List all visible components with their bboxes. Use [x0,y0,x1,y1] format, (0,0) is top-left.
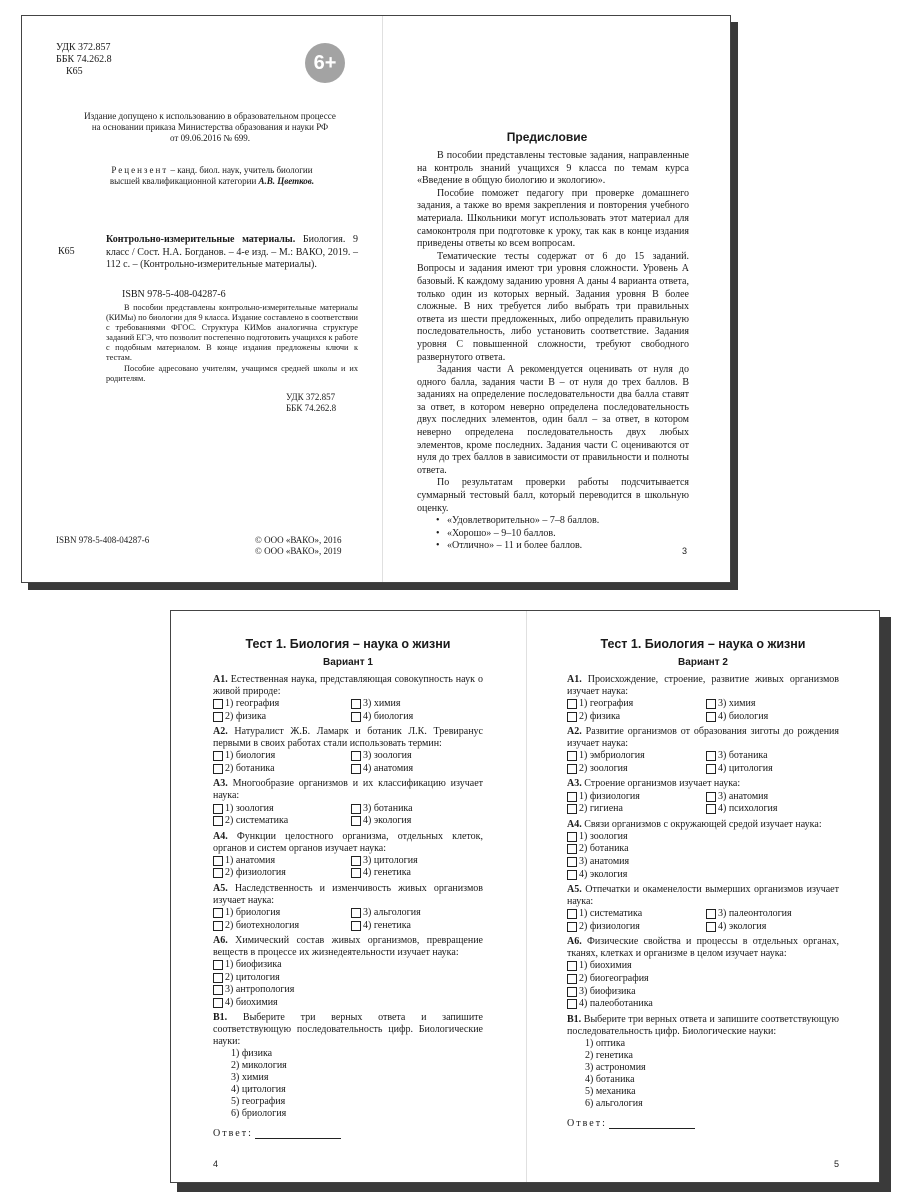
question-text: Выберите три верных ответа и запишите соответствующую последовательность цифр. Биологические науки: [213,1012,483,1048]
checkbox-icon[interactable] [213,868,223,878]
b1-item: 6) альгология [585,1097,643,1109]
option-label: 2) цитология [225,971,280,983]
b1-items [567,1038,839,1110]
copyright [255,535,342,557]
question-a6 [567,936,839,960]
answer-option[interactable] [567,843,839,856]
answer-option[interactable] [706,803,839,816]
question-a4 [567,819,839,831]
checkbox-icon[interactable] [213,973,223,983]
udk-code: УДК 372.857 [286,392,336,402]
question-label: А1. [213,674,228,685]
checkbox-icon[interactable] [567,870,577,880]
question-label: В1. [567,1013,582,1025]
options [567,831,839,881]
option-label: 1) география [225,698,280,710]
answer-field[interactable] [213,1128,483,1139]
option-label: 4) генетика [363,867,411,879]
checkbox-icon[interactable] [706,922,716,932]
option-label: 4) биохимия [225,997,278,1009]
reviewer-info [67,165,357,187]
option-label: 1) систематика [579,908,643,920]
question-label: В1. [213,1012,228,1024]
answer-option[interactable] [567,763,700,776]
answer-option[interactable] [351,698,483,711]
options [213,750,483,775]
answer-option[interactable] [351,867,483,880]
option-label: 2) ботаника [579,843,629,855]
option-label: 2) систематика [225,815,289,827]
approval-line: от 09.06.2016 № 699. [170,133,250,143]
b1-item: 6) бриология [231,1108,287,1120]
checkbox-icon[interactable] [706,699,716,709]
question-label: А4. [213,830,228,842]
option-label: 3) ботаника [363,802,413,814]
question-text: Отпечатки и окаменелости вымерших организмов изучает наука: [567,883,839,907]
answer-line[interactable] [255,1129,341,1139]
isbn-bottom: ISBN 978-5-408-04287-6 [56,535,150,545]
options [567,790,839,815]
option-label: 4) экология [718,920,767,932]
answer-option[interactable] [706,908,839,921]
answer-option[interactable] [351,802,483,815]
question-a3 [567,778,839,790]
checkbox-icon[interactable] [351,712,361,722]
option-label: 2) зоология [579,763,628,775]
checkbox-icon[interactable] [567,987,577,997]
question-label: А6. [567,936,582,948]
answer-option[interactable] [351,855,483,868]
answer-option[interactable] [567,868,839,881]
b1-items [213,1048,483,1120]
reviewer-text: высшей квалификационной категории [109,176,259,186]
options [213,855,483,880]
preface-paragraph: В пособии представлены тестовые задания, направленные на контроль знаний учащихся 9 класса по темам курса «Введение в общую биологию и экологию». [417,150,689,187]
checkbox-icon[interactable] [567,712,577,722]
checkbox-icon[interactable] [351,856,361,866]
question-b1 [567,1014,839,1038]
option-label: 2) ботаника [225,763,275,775]
checkbox-icon[interactable] [351,868,361,878]
udk-code: УДК 372.857 [56,42,111,53]
checkbox-icon[interactable] [213,908,223,918]
answer-option[interactable] [213,972,483,985]
test-variant-1 [213,637,483,1139]
answer-option[interactable] [213,919,345,932]
checkbox-icon[interactable] [567,922,577,932]
question-text: Физические свойства и процессы в отдельных органах, тканях, клетках и организме в целом изучает наука: [567,936,839,960]
option-label: 3) антропология [225,984,295,996]
preface-paragraph: Задания части А рекомендуется оценивать от нуля до одного балла, задания части В – от нуля до трех баллов. В заданиях на определение последовательности два балла ставят за ответ, в котором неверно определена последовательность двух последних элементов, один балл – за ответ, в котором неверно определена последовательность двух любых элементов, кроме последних. Задания части С оцениваются от нуля до трех баллов в зависимости от правильности и полноты ответа. [417,364,689,476]
answer-option[interactable] [706,790,839,803]
question-label: А3. [213,778,228,790]
summary-text: В пособии представлены контрольно-измерительные материалы (КИМы) по биологии для 9 класса. Издание составлено в соответствии с требованиями ФГОС. Структура КИМов аналогична структуре заданий ЕГЭ, что позволит постепенно подготовить учащихся к работе с подобным материалом. В конце издания предложены ключи к тестам. [106,303,358,362]
catalog-entry [106,234,358,272]
preface-paragraph: По результатам проверки работы подсчитывается суммарный тестовый балл, который переводится в школьную оценку. [417,477,689,514]
checkbox-icon[interactable] [706,792,716,802]
checkbox-icon[interactable] [351,764,361,774]
answer-option[interactable] [706,921,839,934]
page-fold [526,611,527,1182]
option-label: 3) анатомия [718,790,769,802]
answer-option[interactable] [213,711,345,724]
answer-label: Ответ: [567,1117,607,1129]
question-label: А2. [567,726,582,738]
checkbox-icon[interactable] [706,804,716,814]
option-label: 4) биология [363,710,414,722]
checkbox-icon[interactable] [351,908,361,918]
answer-option[interactable] [706,698,839,711]
question-text: Строение организмов изучает наука: [581,778,741,790]
option-label: 2) биотехнология [225,919,300,931]
answer-option[interactable] [351,815,483,828]
option-label: 2) физика [579,710,621,722]
answer-option[interactable] [213,815,345,828]
option-label: 4) психология [718,803,778,815]
option-label: 3) биофизика [579,985,636,997]
b1-item: 2) генетика [585,1049,633,1061]
question-text: Происхождение, строение, развитие живых организмов изучает наука: [567,674,839,697]
answer-line[interactable] [609,1119,695,1129]
b1-item: 5) механика [585,1085,636,1097]
answer-option[interactable] [213,867,345,880]
option-label: 1) зоология [579,830,628,842]
checkbox-icon[interactable] [567,832,577,842]
checkbox-icon[interactable] [213,816,223,826]
page-number: 3 [682,546,688,556]
checkbox-icon[interactable] [351,699,361,709]
preface-paragraph: Пособие поможет педагогу при проверке домашнего задания, а также во время закрепления и повторения учебного материала. Школьники могут использовать этот материал для самоконтроля при подготовке к уроку, так как в конце издания приведены ответы ко всем вопросам. [417,187,689,250]
answer-option[interactable] [567,985,839,998]
question-text: Многообразие организмов и их классификацию изучает наука: [213,778,483,802]
checkbox-icon[interactable] [351,751,361,761]
answer-option[interactable] [567,698,700,711]
checkbox-icon[interactable] [351,921,361,931]
book-spread-bottom [170,610,880,1183]
option-label: 4) цитология [718,763,773,775]
checkbox-icon[interactable] [567,974,577,984]
question-text: Функции целостного организма, отдельных клеток, органов и систем органов изучает наука: [213,830,483,854]
b1-item: 4) ботаника [585,1073,635,1085]
bbk-code: ББК 74.262.8 [56,54,112,65]
bbk-code: ББК 74.262.8 [286,403,337,413]
test-title: Тест 1. Биология – наука о жизни [245,637,451,651]
options [213,698,483,723]
option-label: 3) альгология [363,907,421,919]
option-label: 1) география [579,698,634,710]
options [567,698,839,723]
option-label: 4) генетика [363,919,411,931]
checkbox-icon[interactable] [351,804,361,814]
answer-label: Ответ: [213,1128,253,1140]
checkbox-icon[interactable] [213,712,223,722]
preface-body [417,150,689,553]
option-label: 4) экология [363,815,412,827]
checkbox-icon[interactable] [351,816,361,826]
question-label: А4. [567,818,582,830]
answer-field[interactable] [567,1118,839,1129]
options [567,908,839,933]
approval-line: на основании приказа Министерства образования и науки РФ [91,122,329,132]
question-label: А3. [567,778,582,790]
variant-label: Вариант 2 [678,657,728,668]
answer-option[interactable] [213,997,483,1010]
question-label: А6. [213,934,228,946]
page-number: 4 [213,1159,219,1169]
question-a1 [213,674,483,698]
checkbox-icon[interactable] [213,856,223,866]
checkbox-icon[interactable] [567,999,577,1009]
answer-option[interactable] [213,907,345,920]
option-label: 1) зоология [225,802,274,814]
isbn: ISBN 978-5-408-04287-6 [122,289,226,300]
option-label: 4) палеоботаника [579,998,653,1010]
options [213,907,483,932]
answer-option[interactable] [567,803,700,816]
checkbox-icon[interactable] [706,909,716,919]
answer-option[interactable] [351,711,483,724]
question-text: Наследственность и изменчивость живых организмов изучает наука: [213,882,483,906]
option-label: 2) гигиена [579,803,623,815]
b1-item: 3) химия [231,1072,269,1084]
option-label: 3) химия [363,698,401,710]
question-text: Развитие организмов от образования зиготы до рождения изучает наука: [567,726,839,750]
checkbox-icon[interactable] [706,751,716,761]
question-a4 [213,831,483,855]
grade-item: • «Хорошо» – 9–10 баллов. [433,528,689,541]
b1-item: 2) микология [231,1060,287,1072]
option-label: 1) бриология [225,907,281,919]
catalog-title: Контрольно-измерительные материалы. [106,234,296,245]
checkbox-icon[interactable] [567,792,577,802]
b1-item: 1) оптика [585,1037,626,1049]
option-label: 1) физиология [579,790,640,802]
checkbox-icon[interactable] [213,804,223,814]
answer-option[interactable] [567,711,700,724]
option-label: 2) физиология [579,920,640,932]
reviewer-text: – канд. биол. наук, учитель биологии [168,165,313,175]
answer-option[interactable] [706,711,839,724]
option-label: 1) эмбриология [579,750,645,762]
option-label: 1) биология [225,750,276,762]
question-text: Химический состав живых организмов, превращение веществ в процессе их жизнедеятельности изучает наука: [213,934,483,958]
question-label: А1. [567,674,582,685]
checkbox-icon[interactable] [213,764,223,774]
question-a3 [213,778,483,802]
page-number: 5 [834,1159,840,1169]
options [213,959,483,1009]
options [213,802,483,827]
question-label: А5. [567,883,582,895]
answer-option[interactable] [567,960,839,973]
question-a5 [213,883,483,907]
answer-option[interactable] [567,831,839,844]
options [567,750,839,775]
b1-item: 5) география [231,1096,286,1108]
option-label: 1) биофизика [225,959,282,971]
checkbox-icon[interactable] [706,764,716,774]
options [567,960,839,1010]
checkbox-icon[interactable] [567,961,577,971]
reviewer-name: А.В. Цветков. [258,176,315,186]
answer-option[interactable] [706,750,839,763]
variant-label: Вариант 1 [323,657,373,668]
answer-option[interactable] [567,750,700,763]
reviewer-label: Рецензент [111,165,169,175]
preface-paragraph: Тематические тесты содержат от 6 до 15 заданий. Вопросы и задания имеют три уровня сложности. Уровень А базовый. К каждому заданию уровня А даны 4 варианта ответа, только один из которых верный. Задания уровня В более сложные. В них требуется либо выбрать три правильных ответа из шести предложенных, либо определить правильную последовательность, либо установить соответствие. Задания уровня С повышенной сложности, требуют свободного развернутого ответа. [417,250,689,363]
question-text: Выберите три верных ответа и запишите соответствующую последовательность цифр. Биологические науки: [567,1013,839,1037]
checkbox-icon[interactable] [706,712,716,722]
answer-option[interactable] [213,750,345,763]
option-label: 3) цитология [363,854,418,866]
answer-option[interactable] [351,919,483,932]
answer-option[interactable] [567,973,839,986]
checkbox-icon[interactable] [213,960,223,970]
checkbox-icon[interactable] [213,998,223,1008]
copyright-line: © ООО «ВАКО», 2019 [255,546,342,556]
checkbox-icon[interactable] [213,921,223,931]
question-label: А5. [213,882,228,894]
question-text: Натуралист Ж.Б. Ламарк и ботаник Л.К. Тревиранус первыми в своих работах стали использовать термин: [213,726,483,750]
answer-option[interactable] [213,984,483,997]
question-a1 [567,674,839,698]
answer-option[interactable] [213,698,345,711]
checkbox-icon[interactable] [567,751,577,761]
answer-option[interactable] [567,790,700,803]
copyright-line: © ООО «ВАКО», 2016 [255,535,342,545]
answer-option[interactable] [567,998,839,1011]
question-text: Естественная наука, представляющая совокупность наук о живой природе: [213,674,483,697]
age-rating-badge: 6+ [305,43,345,83]
catalog-mark: К65 [58,246,75,257]
checkbox-icon[interactable] [567,909,577,919]
grade-list [417,515,689,553]
b1-item: 1) физика [231,1048,273,1060]
checkbox-icon[interactable] [213,751,223,761]
option-label: 3) зоология [363,750,412,762]
option-label: 4) экология [579,868,628,880]
answer-option[interactable] [706,763,839,776]
answer-option[interactable] [213,855,345,868]
checkbox-icon[interactable] [567,699,577,709]
page-fold [382,16,383,582]
option-label: 2) физика [225,710,267,722]
option-label: 3) ботаника [718,750,768,762]
answer-option[interactable] [213,763,345,776]
approval-line: Издание допущено к использованию в образовательном процессе [84,111,336,121]
option-label: 3) анатомия [579,856,630,868]
question-a5 [567,884,839,908]
answer-option[interactable] [351,907,483,920]
checkbox-icon[interactable] [567,857,577,867]
option-label: 2) физиология [225,867,286,879]
checkbox-icon[interactable] [213,985,223,995]
answer-option[interactable] [213,959,483,972]
b1-item: 4) цитология [231,1084,286,1096]
b1-item: 3) астрономия [585,1061,646,1073]
grade-item: • «Отлично» – 11 и более баллов. [433,540,689,553]
answer-option[interactable] [351,763,483,776]
checkbox-icon[interactable] [567,764,577,774]
answer-option[interactable] [567,921,700,934]
option-label: 3) химия [718,698,756,710]
test-variant-2 [567,637,839,1129]
checkbox-icon[interactable] [567,844,577,854]
book-spread-top [21,15,731,583]
question-text: Связи организмов с окружающей средой изучает наука: [581,818,822,830]
audience-text: Пособие адресовано учителям, учащимся средней школы и их родителям. [106,364,358,383]
question-a6 [213,935,483,959]
answer-option[interactable] [567,908,700,921]
option-label: 4) биология [718,710,769,722]
approval-notice [60,111,360,144]
option-label: 1) анатомия [225,854,276,866]
question-b1 [213,1012,483,1048]
grade-item: • «Удовлетворительно» – 7–8 баллов. [433,515,689,528]
checkbox-icon[interactable] [213,699,223,709]
preface-title: Предисловие [506,130,588,144]
option-label: 3) палеонтология [718,908,792,920]
question-a2 [567,726,839,750]
option-label: 2) биогеография [579,973,649,985]
checkbox-icon[interactable] [567,804,577,814]
answer-option[interactable] [213,802,345,815]
option-label: 4) анатомия [363,763,414,775]
option-label: 1) биохимия [579,960,632,972]
question-label: А2. [213,726,228,738]
catalog-description: Биология. 9 класс / Сост. Н.А. Богданов. – 4-е изд. – М.: ВАКО, 2019. – 112 с. – (Контрольно-измерительные материалы). [106,234,358,270]
answer-option[interactable] [351,750,483,763]
question-a2 [213,726,483,750]
answer-option[interactable] [567,856,839,869]
author-mark: К65 [66,66,83,77]
test-title: Тест 1. Биология – наука о жизни [600,637,806,651]
